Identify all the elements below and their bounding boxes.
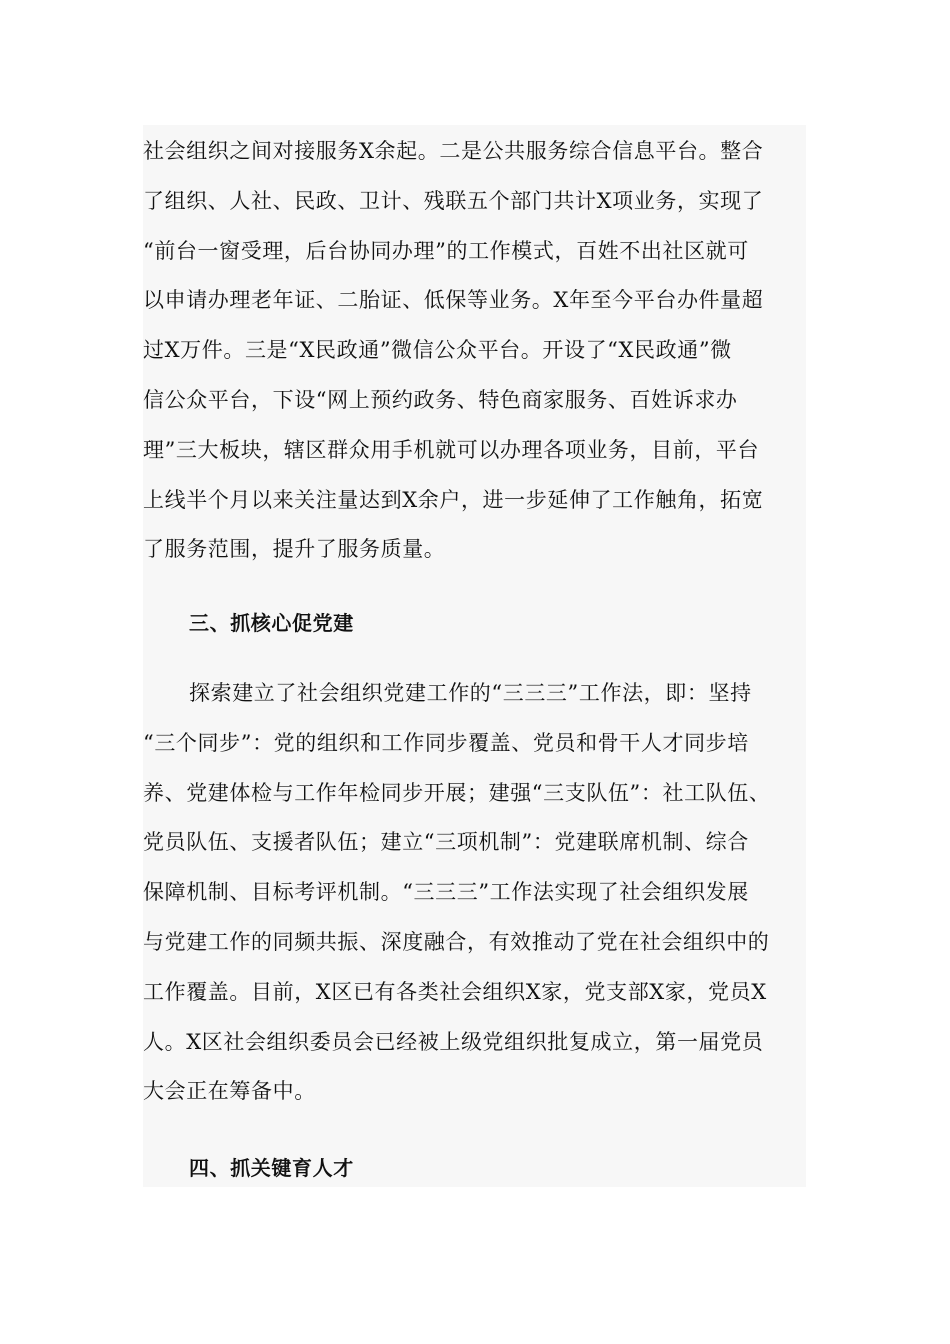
paragraph-platforms bbox=[143, 127, 806, 575]
text-line: “三个同步”：党的组织和工作同步覆盖、党员和骨干人才同步培 bbox=[143, 730, 749, 755]
text-line: 社会组织之间对接服务X余起。二是公共服务综合信息平台。整合 bbox=[143, 139, 764, 163]
text-line: 了组织、人社、民政、卫计、残联五个部门共计X项业务，实现了 bbox=[143, 188, 764, 213]
text-line: 理”三大板块，辖区群众用手机就可以办理各项业务，目前，平台 bbox=[143, 437, 760, 462]
text-line: 与党建工作的同频共振、深度融合，有效推动了党在社会组织中的 bbox=[143, 929, 770, 954]
section-heading-3: 三、抓核心促党建 bbox=[189, 611, 354, 635]
text-line: 党员队伍、支援者队伍；建立“三项机制”：党建联席机制、综合 bbox=[143, 830, 749, 855]
text-line: 大会正在筹备中。 bbox=[143, 1079, 316, 1104]
text-line: 保障机制、目标考评机制。“三三三”工作法实现了社会组织发展 bbox=[143, 880, 749, 905]
text-line: 了服务范围，提升了服务质量。 bbox=[143, 537, 446, 562]
text-line: 信公众平台，下设“网上预约政务、特色商家服务、百姓诉求办 bbox=[143, 387, 738, 412]
text-line: 以申请办理老年证、二胎证、低保等业务。X年至今平台办件量超 bbox=[143, 288, 764, 313]
text-line: 工作覆盖。目前，X区已有各类社会组织X家，党支部X家，党员X bbox=[143, 979, 767, 1004]
paragraph-party-building bbox=[143, 669, 806, 1117]
section-heading-4: 四、抓关键育人才 bbox=[189, 1156, 354, 1180]
text-line: 养、党建体检与工作年检同步开展；建强“三支队伍”：社工队伍、 bbox=[143, 780, 771, 805]
document-page bbox=[143, 125, 806, 1187]
text-line: 上线半个月以来关注量达到X余户，进一步延伸了工作触角，拓宽 bbox=[143, 487, 764, 512]
text-line: 过X万件。三是“X民政通”微信公众平台。开设了“X民政通”微 bbox=[143, 338, 732, 363]
text-line: 探索建立了社会组织党建工作的“三三三”工作法，即：坚持 bbox=[189, 681, 752, 705]
text-line: “前台一窗受理，后台协同办理”的工作模式，百姓不出社区就可 bbox=[143, 238, 749, 263]
text-line: 人。X区社会组织委员会已经被上级党组织批复成立，第一届党员 bbox=[143, 1029, 764, 1054]
